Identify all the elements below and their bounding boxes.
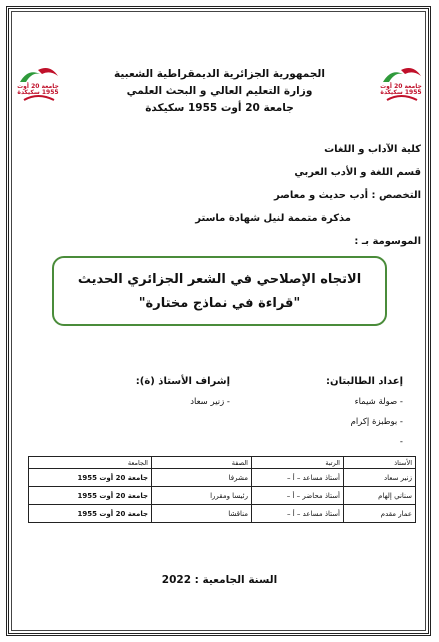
table-cell: عمار مقدم: [344, 505, 416, 523]
ministry-line: وزارة التعليم العالي و البحث العلمي: [126, 85, 313, 97]
table-cell: زنير سعاد: [344, 469, 416, 487]
jury-table: [28, 456, 416, 523]
table-cell: أستاذ مساعد – أ –: [252, 505, 344, 523]
thesis-subtitle: "قراءة في نماذج مختارة": [138, 296, 301, 311]
supervisor-block: [110, 372, 230, 412]
table-cell: أستاذ محاضر – أ –: [252, 487, 344, 505]
memo-info: [31, 138, 421, 253]
student-name: - صولة شيماء: [354, 397, 403, 407]
col-header: الصفة: [152, 457, 252, 469]
student-name: - بوطبزة إكرام: [350, 417, 403, 427]
logo-text-right: جامعة 20 أوت 1955 سكيكدة: [380, 83, 422, 96]
student-name: -: [399, 437, 403, 447]
table-cell: سناني إلهام: [344, 487, 416, 505]
logo-text-left: جامعة 20 أوت 1955 سكيكدة: [17, 83, 59, 96]
thesis-title: الاتجاه الإصلاحي في الشعر الجزائري الحديث: [77, 272, 362, 287]
institution-header: [0, 66, 439, 117]
table-row: [29, 505, 416, 523]
table-cell: مناقشا: [152, 505, 252, 523]
specialty-line: التخصص : أدب حديث و معاصر: [274, 190, 421, 201]
students-label: إعداد الطالبتان:: [326, 376, 403, 387]
table-cell: جامعة 20 أوت 1955: [29, 505, 152, 523]
department-line: قسم اللغة و الأدب العربي: [294, 167, 421, 178]
col-header: الجامعة: [29, 457, 152, 469]
academic-year: السنة الجامعية : 2022: [161, 574, 278, 586]
col-header: الرتبة: [252, 457, 344, 469]
faculty-line: كلية الآداب و اللغات: [324, 144, 421, 155]
table-cell: جامعة 20 أوت 1955: [29, 469, 152, 487]
republic-line: الجمهورية الجزائرية الديمقراطية الشعبية: [114, 68, 325, 80]
memo-line: مذكرة متممة لنيل شهادة ماستر: [195, 213, 351, 224]
students-block: [263, 372, 403, 452]
supervisor-name: - زنير سعاد: [190, 397, 230, 407]
thesis-title-box: [52, 256, 387, 326]
table-cell: رئيسا ومقررا: [152, 487, 252, 505]
table-row: [29, 487, 416, 505]
titled-label: الموسومة بـ :: [354, 236, 421, 247]
table-row: [29, 469, 416, 487]
col-header: الأستاذ: [344, 457, 416, 469]
table-cell: أستاذ مساعد – أ –: [252, 469, 344, 487]
table-cell: مشرفا: [152, 469, 252, 487]
jury-header-row: [29, 457, 416, 469]
university-line: جامعة 20 أوت 1955 سكيكدة: [145, 102, 294, 114]
supervisor-label: إشراف الأستاذ (ة):: [135, 376, 230, 387]
table-cell: جامعة 20 أوت 1955: [29, 487, 152, 505]
